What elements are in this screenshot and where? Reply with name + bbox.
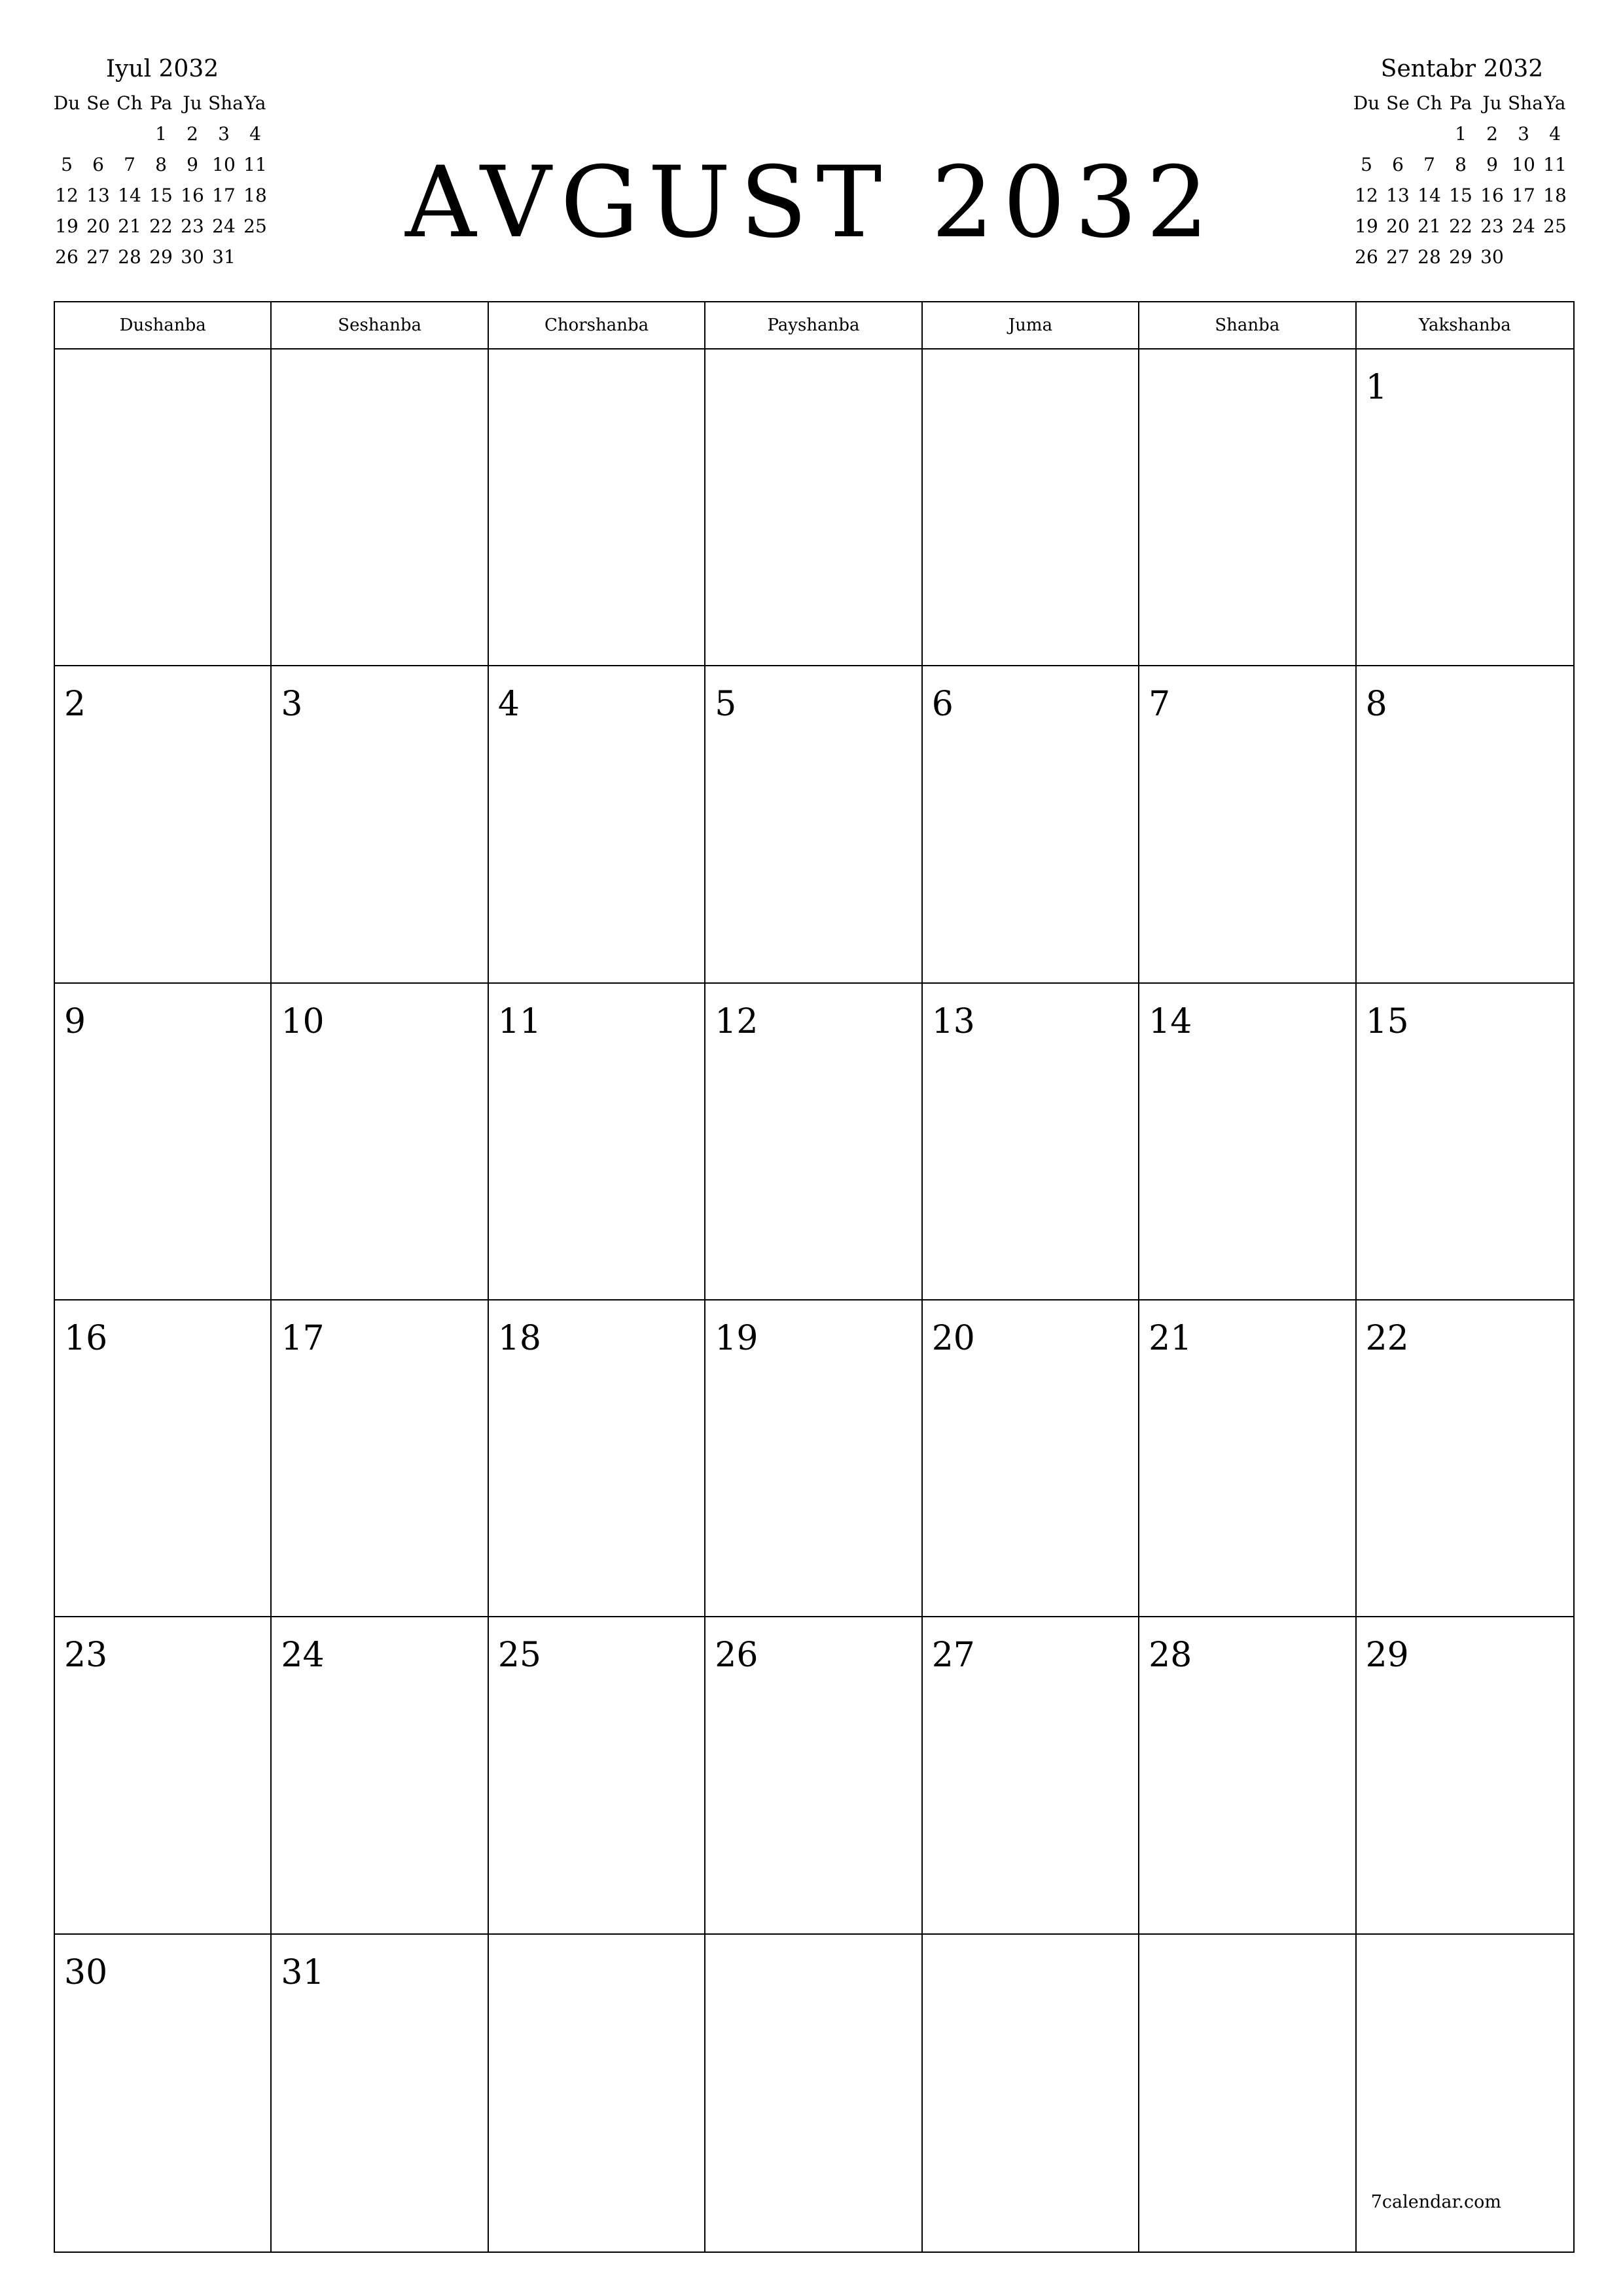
mini-day: 17 xyxy=(1512,185,1535,206)
mini-day xyxy=(1414,118,1445,149)
mini-day: 30 xyxy=(1480,246,1504,268)
mini-day: 24 xyxy=(212,215,236,237)
mini-weekday: Ch xyxy=(116,92,143,114)
day-number: 6 xyxy=(931,685,954,725)
day-number: 30 xyxy=(64,1952,108,1992)
day-cell[interactable] xyxy=(923,984,1139,1300)
mini-day xyxy=(1508,242,1539,272)
mini-day: 25 xyxy=(1543,215,1567,237)
day-number: 21 xyxy=(1149,1319,1192,1358)
mini-day: 19 xyxy=(1355,215,1378,237)
day-number: 9 xyxy=(64,1001,86,1041)
day-cell[interactable] xyxy=(705,350,922,666)
day-number: 24 xyxy=(281,1636,325,1676)
mini-calendar-title: Sentabr 2032 xyxy=(1380,56,1544,82)
day-cell[interactable] xyxy=(489,984,705,1300)
day-cell[interactable] xyxy=(55,666,272,983)
mini-day: 12 xyxy=(1355,185,1378,206)
mini-day: 15 xyxy=(149,185,173,206)
day-number: 5 xyxy=(715,685,737,725)
weekday-header: Yakshanba xyxy=(1357,302,1573,350)
mini-day xyxy=(1414,272,1445,303)
mini-day: 17 xyxy=(212,185,236,206)
weekday-header: Chorshanba xyxy=(489,302,705,350)
day-cell[interactable] xyxy=(489,1300,705,1617)
day-cell[interactable] xyxy=(272,350,488,666)
mini-day: 4 xyxy=(1549,123,1561,145)
day-cell[interactable] xyxy=(1357,1617,1573,1934)
mini-weekday: Ch xyxy=(1416,92,1442,114)
mini-day: 21 xyxy=(1418,215,1441,237)
mini-day: 20 xyxy=(1386,215,1410,237)
weekday-header: Payshanba xyxy=(705,302,922,350)
day-number: 11 xyxy=(497,1001,542,1041)
mini-day: 30 xyxy=(181,246,204,268)
day-cell[interactable] xyxy=(1357,666,1573,983)
mini-day: 10 xyxy=(212,154,236,175)
mini-calendar-next xyxy=(1351,51,1573,303)
day-number: 14 xyxy=(1149,1001,1192,1041)
day-number: 2 xyxy=(64,685,86,725)
day-cell[interactable] xyxy=(489,666,705,983)
mini-day: 9 xyxy=(1486,154,1498,175)
mini-weekday: Du xyxy=(1353,92,1380,114)
mini-day xyxy=(114,118,145,149)
day-cell[interactable] xyxy=(489,1935,705,2251)
day-number: 20 xyxy=(931,1319,975,1358)
day-number: 31 xyxy=(281,1952,325,1992)
day-cell[interactable] xyxy=(1139,984,1356,1300)
day-number: 27 xyxy=(931,1636,975,1676)
day-number: 13 xyxy=(931,1001,975,1041)
mini-day: 31 xyxy=(212,246,236,268)
day-cell[interactable] xyxy=(705,666,922,983)
mini-day: 7 xyxy=(124,154,135,175)
mini-weekday: Pa xyxy=(149,92,173,114)
mini-day: 23 xyxy=(1480,215,1504,237)
day-number: 29 xyxy=(1365,1636,1409,1676)
day-number: 12 xyxy=(715,1001,758,1041)
day-number: 7 xyxy=(1149,685,1171,725)
mini-day: 26 xyxy=(55,246,79,268)
mini-day: 8 xyxy=(155,154,167,175)
day-cell[interactable] xyxy=(1357,984,1573,1300)
day-cell[interactable] xyxy=(1139,666,1356,983)
day-cell[interactable] xyxy=(55,984,272,1300)
mini-day: 4 xyxy=(249,123,261,145)
day-cell[interactable] xyxy=(923,1935,1139,2251)
day-number: 10 xyxy=(281,1001,325,1041)
mini-day: 16 xyxy=(181,185,204,206)
mini-weekday: Ju xyxy=(183,92,202,114)
mini-weekday: Pa xyxy=(1449,92,1472,114)
day-number: 1 xyxy=(1365,368,1387,407)
mini-day: 23 xyxy=(181,215,204,237)
weekday-header-row xyxy=(55,302,1573,350)
mini-day: 27 xyxy=(1386,246,1410,268)
mini-day: 18 xyxy=(1543,185,1567,206)
mini-day: 2 xyxy=(187,123,198,145)
day-cell[interactable] xyxy=(1357,350,1573,666)
mini-day: 13 xyxy=(86,185,110,206)
day-cell[interactable] xyxy=(1139,350,1356,666)
day-cell[interactable] xyxy=(1139,1617,1356,1934)
weekday-header: Seshanba xyxy=(272,302,488,350)
mini-day: 9 xyxy=(187,154,198,175)
mini-weekday: Ya xyxy=(244,92,266,114)
day-cell[interactable] xyxy=(489,350,705,666)
day-number: 4 xyxy=(497,685,520,725)
mini-day: 1 xyxy=(155,123,167,145)
mini-day: 6 xyxy=(1392,154,1404,175)
day-number: 28 xyxy=(1149,1636,1192,1676)
mini-calendar-grid xyxy=(1351,88,1573,303)
mini-day xyxy=(1382,272,1414,303)
day-cell[interactable] xyxy=(55,1617,272,1934)
mini-calendar-title: Iyul 2032 xyxy=(105,56,219,82)
mini-day: 5 xyxy=(61,154,73,175)
mini-day: 6 xyxy=(92,154,104,175)
mini-day xyxy=(1351,272,1382,303)
page-title: AVGUST 2032 xyxy=(405,146,1218,260)
mini-day: 10 xyxy=(1512,154,1535,175)
day-cell[interactable] xyxy=(705,1617,922,1934)
mini-day: 28 xyxy=(118,246,141,268)
day-cell[interactable] xyxy=(272,1300,488,1617)
mini-day: 21 xyxy=(118,215,141,237)
day-number: 26 xyxy=(715,1636,758,1676)
day-cell[interactable] xyxy=(923,1617,1139,1934)
day-number: 16 xyxy=(64,1319,108,1358)
day-number: 23 xyxy=(64,1636,108,1676)
mini-day: 14 xyxy=(1418,185,1441,206)
mini-weekday: Du xyxy=(53,92,80,114)
mini-day: 16 xyxy=(1480,185,1504,206)
mini-day: 15 xyxy=(1449,185,1472,206)
day-cell[interactable] xyxy=(923,666,1139,983)
mini-weekday: Ya xyxy=(1544,92,1566,114)
mini-day xyxy=(51,118,82,149)
mini-day: 5 xyxy=(1361,154,1372,175)
day-cell[interactable] xyxy=(923,1300,1139,1617)
day-cell[interactable] xyxy=(705,1300,922,1617)
mini-day: 14 xyxy=(118,185,141,206)
mini-day: 29 xyxy=(149,246,173,268)
day-number: 25 xyxy=(497,1636,542,1676)
mini-day: 11 xyxy=(1543,154,1567,175)
day-cell[interactable] xyxy=(1357,1300,1573,1617)
day-cells xyxy=(55,350,1573,2251)
weekday-header: Juma xyxy=(923,302,1139,350)
day-cell[interactable] xyxy=(55,350,272,666)
month-grid xyxy=(54,301,1575,2253)
day-cell[interactable] xyxy=(1139,1300,1356,1617)
day-number: 17 xyxy=(281,1319,325,1358)
day-number: 8 xyxy=(1365,685,1387,725)
mini-day: 11 xyxy=(243,154,267,175)
mini-day: 24 xyxy=(1512,215,1535,237)
mini-day: 29 xyxy=(1449,246,1472,268)
mini-day xyxy=(1351,118,1382,149)
mini-day: 20 xyxy=(86,215,110,237)
mini-day xyxy=(1382,118,1414,149)
mini-weekday: Se xyxy=(1386,92,1410,114)
mini-day: 2 xyxy=(1486,123,1498,145)
mini-day: 13 xyxy=(1386,185,1410,206)
site-credit: 7calendar.com xyxy=(1370,2192,1501,2212)
mini-day: 22 xyxy=(149,215,173,237)
mini-day: 19 xyxy=(55,215,79,237)
weekday-header: Shanba xyxy=(1139,302,1356,350)
mini-day: 7 xyxy=(1423,154,1435,175)
day-cell[interactable] xyxy=(489,1617,705,1934)
mini-day: 3 xyxy=(218,123,230,145)
day-cell[interactable] xyxy=(272,666,488,983)
mini-day xyxy=(82,118,114,149)
weekday-header: Dushanba xyxy=(55,302,272,350)
mini-weekday: Ju xyxy=(1482,92,1502,114)
day-cell[interactable] xyxy=(1139,1935,1356,2251)
day-number: 18 xyxy=(497,1319,542,1358)
day-cell[interactable] xyxy=(705,984,922,1300)
mini-day: 3 xyxy=(1518,123,1529,145)
mini-day: 1 xyxy=(1455,123,1467,145)
mini-weekday: Sha xyxy=(208,92,243,114)
day-cell[interactable] xyxy=(923,350,1139,666)
mini-day xyxy=(51,272,82,303)
day-number: 3 xyxy=(281,685,303,725)
mini-day: 27 xyxy=(86,246,110,268)
mini-day: 26 xyxy=(1355,246,1378,268)
day-cell[interactable] xyxy=(55,1935,272,2251)
mini-weekday: Se xyxy=(86,92,110,114)
mini-day xyxy=(1539,242,1571,272)
mini-weekday: Sha xyxy=(1508,92,1543,114)
day-cell[interactable] xyxy=(705,1935,922,2251)
day-cell[interactable] xyxy=(55,1300,272,1617)
day-number: 22 xyxy=(1365,1319,1409,1358)
mini-day: 28 xyxy=(1418,246,1441,268)
mini-day: 18 xyxy=(243,185,267,206)
mini-day: 8 xyxy=(1455,154,1467,175)
day-number: 19 xyxy=(715,1319,758,1358)
day-cell[interactable] xyxy=(272,1617,488,1934)
mini-day: 12 xyxy=(55,185,79,206)
mini-day: 22 xyxy=(1449,215,1472,237)
day-number: 15 xyxy=(1365,1001,1409,1041)
day-cell[interactable] xyxy=(272,984,488,1300)
mini-day: 25 xyxy=(243,215,267,237)
day-cell[interactable] xyxy=(272,1935,488,2251)
